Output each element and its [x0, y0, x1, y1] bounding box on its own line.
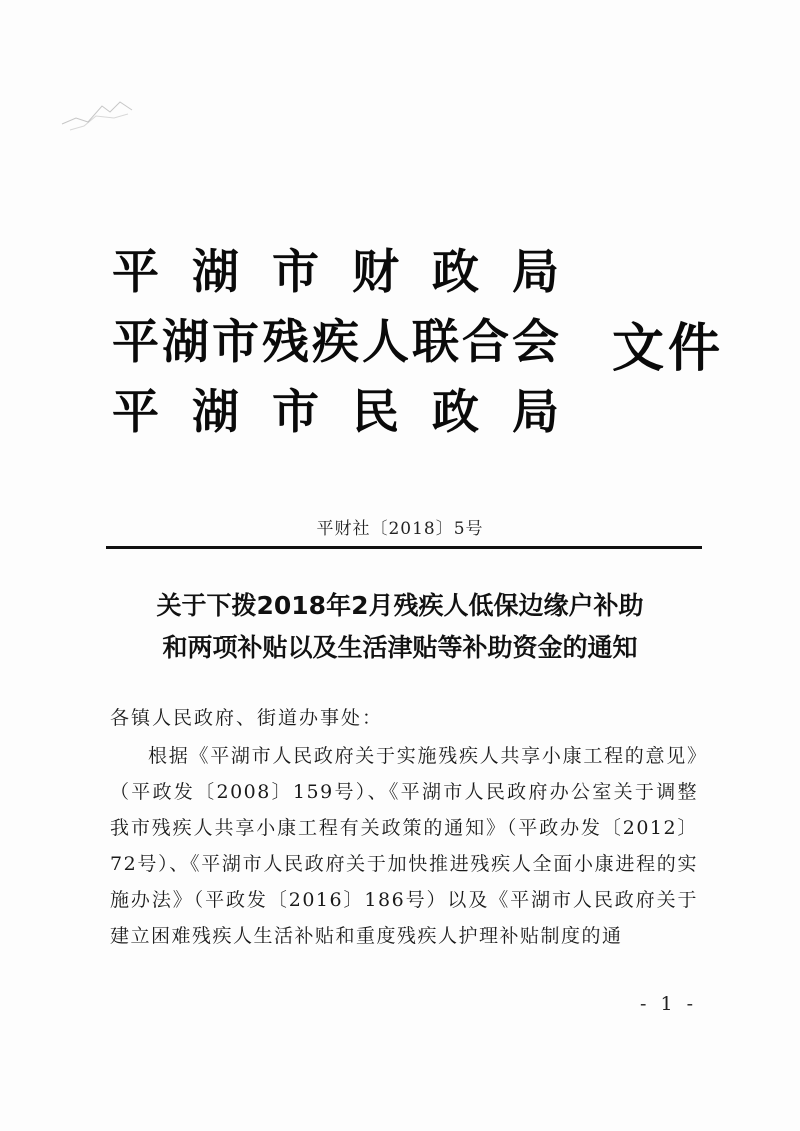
issuer-header	[112, 238, 724, 448]
salutation: 各镇人民政府、街道办事处：	[110, 707, 384, 729]
issuer-disabled-persons-federation: 平湖市残疾人联合会	[112, 315, 562, 370]
body-paragraph: 根据《平湖市人民政府关于实施残疾人共享小康工程的意见》（平政发〔2008〕159号）、《平湖市人民政府办公室关于调整我市残疾人共享小康工程有关政策的通知》（平政办发〔2012〕72号）、《平湖市人民政府关于加快推进残疾人全面小康进程的实施办法》（平政发〔2016〕186号）以及《平湖市人民政府关于建立困难残疾人生活补贴和重度残疾人护理补贴制度的通	[110, 745, 698, 947]
document-title	[80, 585, 720, 669]
title-line-2: 和两项补贴以及生活津贴等补助资金的通知	[162, 633, 638, 662]
page-number: - 1 -	[640, 993, 698, 1015]
document-type-label: 文件	[612, 318, 725, 379]
title-line-1: 关于下拨2018年2月残疾人低保边缘户补助	[156, 591, 644, 620]
issuer-civil-affairs-bureau: 平湖市民政局	[112, 385, 592, 440]
header-divider	[106, 546, 702, 549]
issuer-finance-bureau: 平湖市财政局	[112, 245, 592, 300]
document-number: 平财社〔2018〕5号	[316, 519, 484, 539]
paper-crease-mark	[58, 92, 148, 137]
issuer-list	[112, 238, 592, 448]
